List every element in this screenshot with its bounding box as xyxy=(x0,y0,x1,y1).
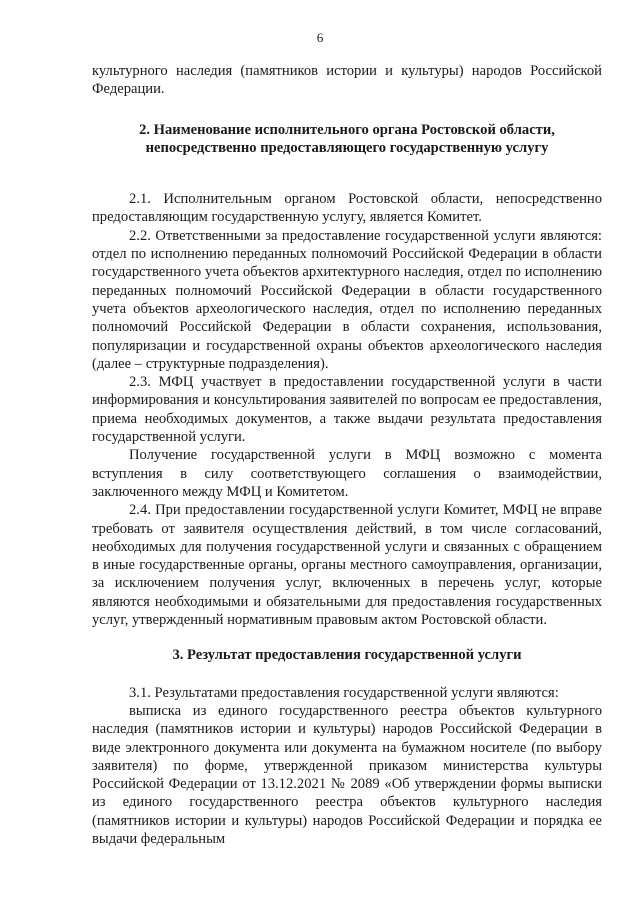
page-number: 6 xyxy=(316,30,324,45)
paragraph-2-2: 2.2. Ответственными за предоставление государственной услуги являются: отдел по исполнению переданных полномочий Российской Федерации в области государственного учета объектов архитектурного наследия, отдел по исполнению переданных полномочий Российской Федерации в области государственного учета объектов археологического наследия, отдел по исполнению переданных полномочий Российской Федерации в области сохранения, использования, популяризации и государственной охраны объектов археологического наследия (далее – структурные подразделения). xyxy=(92,227,602,372)
section-3-heading: 3. Результат предоставления государственной услуги xyxy=(172,647,522,664)
paragraph-2-3: 2.3. МФЦ участвует в предоставлении государственной услуги в части информирования и консультирования заявителей по вопросам ее предоставления, приема необходимых документов, а также выдачи результата предоставления государственной услуги. xyxy=(92,374,602,446)
document-body xyxy=(92,62,602,848)
intro-continuation: культурного наследия (памятников истории и культуры) народов Российской Федерации. xyxy=(92,63,602,98)
section-2-heading xyxy=(92,121,602,158)
paragraph-3-1-extract: выписка из единого государственного реестра объектов культурного наследия (памятников истории и культуры) народов Российской Федерации в виде электронного документа или документа на бумажном носителе (по выбору заявителя) по форме, утвержденной приказом министерства культуры Российской Федерации от 13.12.2021 № 2089 «Об утверждении формы выписки из единого государственного реестра объектов культурного наследия (памятников истории и культуры) народов Российской Федерации и порядка ее выдачи федеральным xyxy=(92,702,602,847)
paragraph-3-1: 3.1. Результатами предоставления государственной услуги являются: xyxy=(129,684,559,701)
paragraph-2-4: 2.4. При предоставлении государственной услуги Комитет, МФЦ не вправе требовать от заявителя осуществления действий, в том числе согласований, необходимых для получения государственной услуги и связанных с обращением в иные государственные органы, органы местного самоуправления, организации, за исключением получения услуг, включенных в перечень услуг, которые являются необходимыми и обязательными для предоставления государственных услуг, утвержденный нормативным правовым актом Ростовской области. xyxy=(92,502,602,629)
section-2-heading-line-1: 2. Наименование исполнительного органа Ростовской области, xyxy=(139,121,555,138)
section-2-heading-line-2: непосредственно предоставляющего государственную услугу xyxy=(145,139,549,156)
paragraph-2-3-mfc: Получение государственной услуги в МФЦ возможно с момента вступления в силу соответствующего соглашения о взаимодействии, заключенного между МФЦ и Комитетом. xyxy=(92,447,602,500)
paragraph-2-1: 2.1. Исполнительным органом Ростовской области, непосредственно предоставляющим государственную услугу, является Комитет. xyxy=(92,191,602,226)
